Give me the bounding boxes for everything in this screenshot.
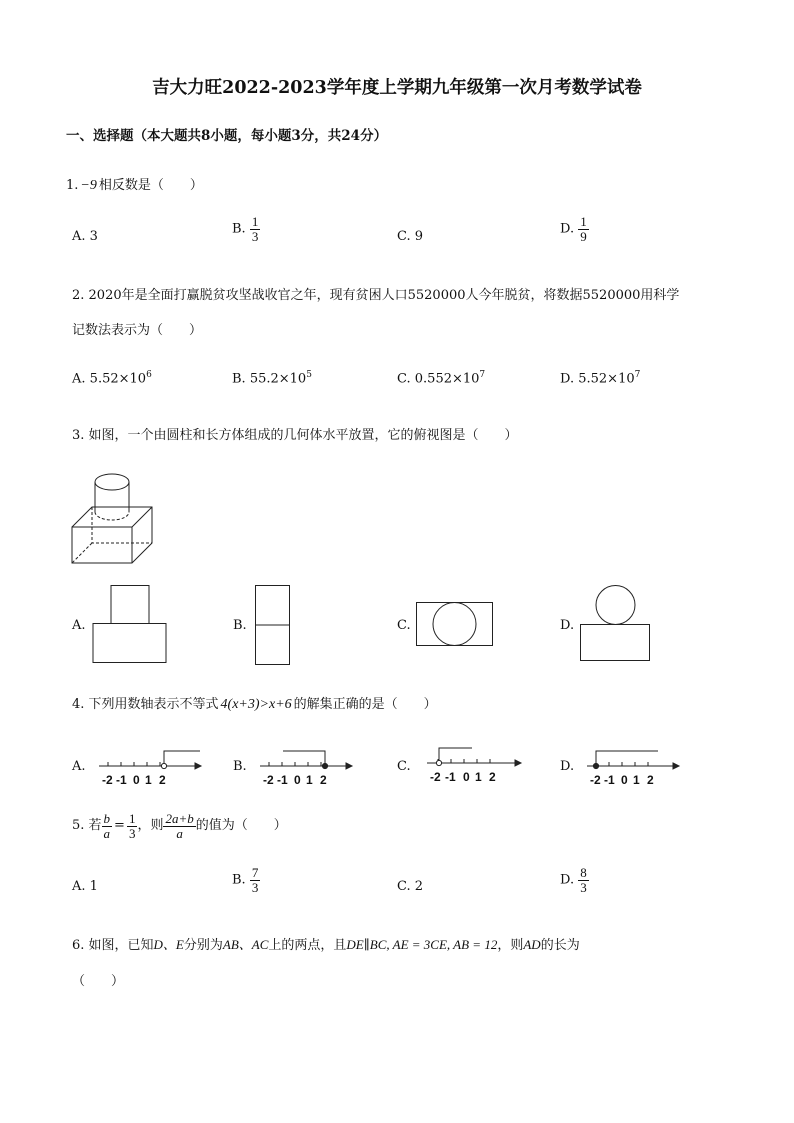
q5-option-a[interactable]: A. 1: [72, 879, 98, 894]
question-6-line-2: （ ）: [72, 974, 125, 989]
tick-label: 2: [489, 770, 496, 784]
q4-option-d-numberline: [585, 745, 683, 789]
tick-label: -2: [102, 773, 113, 787]
tick-label: -2: [263, 773, 274, 787]
q3-option-c[interactable]: C.: [397, 618, 411, 633]
q2-option-c[interactable]: C. $0.552\times 10^7$: [397, 370, 486, 387]
tick-label: 2: [647, 773, 654, 787]
page-title: 吉大力旺2022-2023学年度上学期九年级第一次月考数学试卷: [152, 78, 642, 98]
q3-option-a[interactable]: A.: [72, 618, 86, 633]
question-5: 5. 若 $\frac{b}{a}$ = $\frac{1}{3}$ ，则 $\frac{2a+b}{a}$ 的值为（ ）: [72, 811, 287, 841]
tick-label: -1: [277, 773, 288, 787]
tick-label: -2: [590, 773, 601, 787]
q2-option-b[interactable]: B. $55.2\times 10^5$: [232, 370, 312, 387]
question-1: 1. −9 相反数是（ ）: [66, 178, 203, 193]
q1-option-c[interactable]: C. 9: [397, 229, 424, 244]
question-4: 4. 下列用数轴表示不等式 4(x+3)>x+6 的解集正确的是（ ）: [72, 697, 437, 712]
q4-option-c-numberline: [425, 742, 525, 790]
q3-option-d-figure: [580, 585, 652, 663]
q3-option-b[interactable]: B.: [233, 618, 247, 633]
question-2-line-1: 2. 2020年是全面打赢脱贫攻坚战收官之年，现有贫困人口5520000人今年脱贫，将数据5520000用科学: [72, 288, 680, 303]
q5-option-b[interactable]: B. $\frac{7}{3}$: [232, 865, 259, 895]
q1-option-a[interactable]: A. 3: [72, 229, 98, 244]
q3-option-c-figure: [416, 602, 494, 648]
tick-label: 1: [145, 773, 152, 787]
q3-solid-figure: [70, 472, 160, 567]
section-heading: 一、选择题（本大题共8小题，每小题3分，共24分）: [66, 128, 388, 144]
q3-option-d[interactable]: D.: [560, 618, 575, 633]
tick-label: -1: [116, 773, 127, 787]
q2-option-a[interactable]: A. $5.52\times 10^6$: [72, 370, 152, 387]
q5-option-c[interactable]: C. 2: [397, 879, 424, 894]
q1-option-d[interactable]: D. $\frac{1}{9}$: [560, 214, 587, 244]
question-2-line-2: 记数法表示为（ ）: [72, 323, 203, 338]
q4-option-b-numberline: [258, 745, 356, 789]
tick-label: 2: [159, 773, 166, 787]
tick-label: 1: [475, 770, 482, 784]
q3-option-a-figure: [92, 585, 168, 665]
q4-option-a[interactable]: A.: [72, 759, 86, 774]
q5-option-d[interactable]: D. $\frac{8}{3}$: [560, 865, 587, 895]
q4-option-a-numberline: [97, 745, 203, 789]
question-6: 6. 如图，已知D、E分别为AB、AC上的两点，且DE∥BC, AE = 3CE, AB = 12，则AD的长为: [72, 937, 580, 953]
tick-label: 0: [621, 773, 628, 787]
tick-label: -1: [604, 773, 615, 787]
q4-option-b[interactable]: B.: [233, 759, 247, 774]
tick-label: -2: [430, 770, 441, 784]
tick-label: 0: [463, 770, 470, 784]
q3-option-b-figure: [255, 585, 291, 666]
question-3: 3. 如图，一个由圆柱和长方体组成的几何体水平放置，它的俯视图是（ ）: [72, 428, 518, 443]
tick-label: 0: [133, 773, 140, 787]
q4-option-c[interactable]: C.: [397, 759, 411, 774]
tick-label: -1: [445, 770, 456, 784]
q2-option-d[interactable]: D. $5.52\times 10^7$: [560, 370, 641, 387]
q4-option-d[interactable]: D.: [560, 759, 575, 774]
tick-label: 0: [294, 773, 301, 787]
tick-label: 1: [633, 773, 640, 787]
tick-label: 1: [306, 773, 313, 787]
q1-option-b[interactable]: B. $\frac{1}{3}$: [232, 214, 259, 244]
tick-label: 2: [320, 773, 327, 787]
